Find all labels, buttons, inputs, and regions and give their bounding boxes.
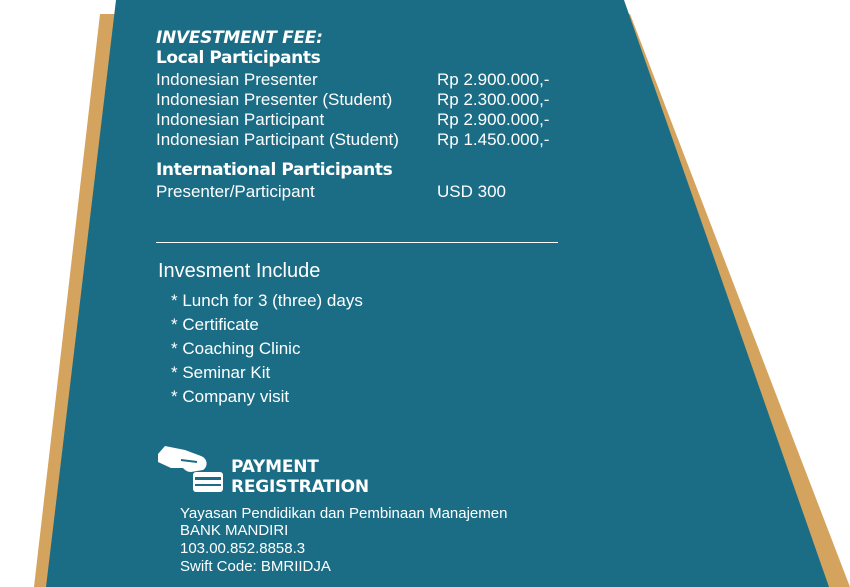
local-participants-title: Local Participants — [156, 48, 321, 68]
international-participants-title: International Participants — [156, 160, 393, 180]
hand-card-icon — [157, 444, 225, 496]
fee-row-label: Indonesian Participant (Student) — [156, 130, 399, 149]
payment-title-line2: REGISTRATION — [231, 477, 369, 497]
payment-title-line1: PAYMENT — [231, 457, 319, 477]
fee-row-price: Rp 1.450.000,- — [437, 130, 550, 149]
bank-account-name: Yayasan Pendidikan dan Pembinaan Manajemen — [180, 505, 508, 522]
fee-row-price: Rp 2.300.000,- — [437, 90, 550, 109]
swift-code: Swift Code: BMRIIDJA — [180, 558, 331, 575]
fee-row-label: Presenter/Participant — [156, 182, 315, 201]
bank-account-number: 103.00.852.8858.3 — [180, 540, 306, 557]
include-item: * Certificate — [171, 315, 259, 334]
fee-row-price: Rp 2.900.000,- — [437, 70, 550, 89]
investment-fee-title: INVESTMENT FEE: — [156, 28, 323, 48]
fee-row-label: Indonesian Participant — [156, 110, 325, 129]
investment-include-title: Invesment Include — [158, 260, 321, 282]
include-item: * Company visit — [171, 387, 290, 406]
section-divider — [156, 242, 558, 243]
fee-row-label: Indonesian Presenter — [156, 70, 318, 89]
include-item: * Lunch for 3 (three) days — [171, 291, 363, 310]
include-item: * Coaching Clinic — [171, 339, 301, 358]
bank-name: BANK MANDIRI — [180, 522, 289, 539]
fee-row-price: USD 300 — [437, 182, 506, 201]
fee-row-price: Rp 2.900.000,- — [437, 110, 550, 129]
include-item: * Seminar Kit — [171, 363, 271, 382]
fee-row-label: Indonesian Presenter (Student) — [156, 90, 393, 109]
